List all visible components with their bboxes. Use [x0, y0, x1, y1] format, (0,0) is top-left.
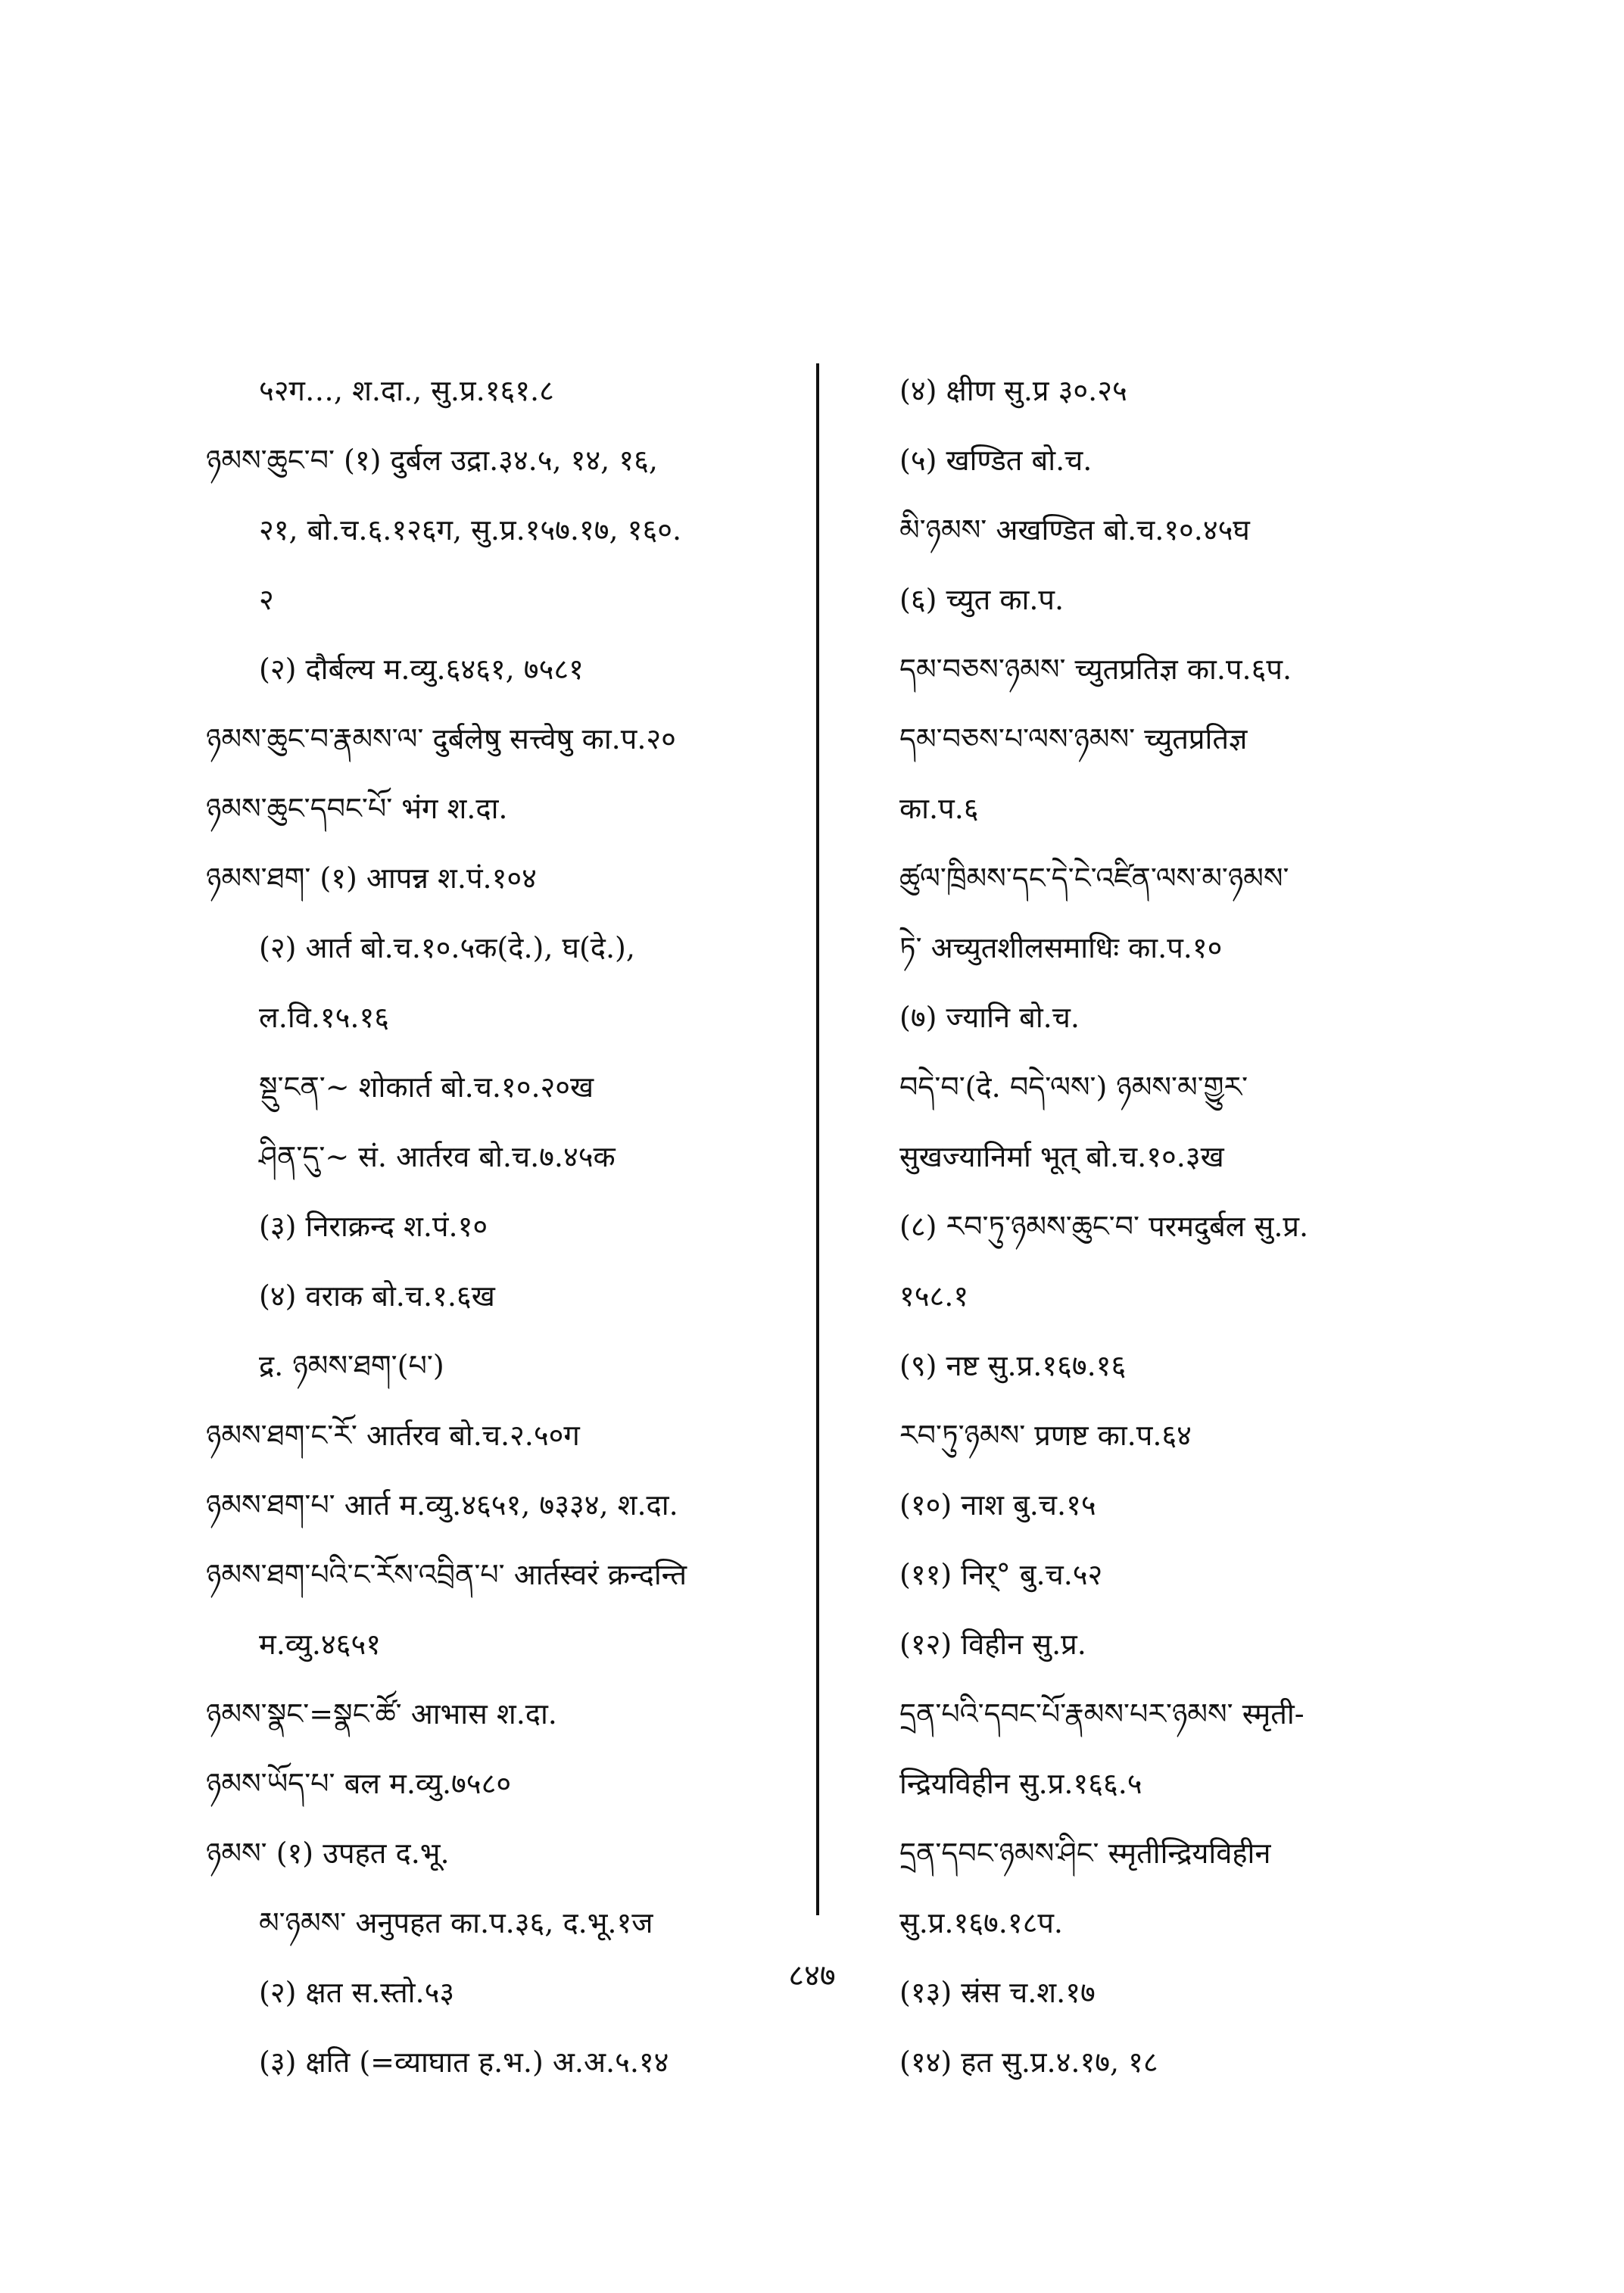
dictionary-line: (७) ज्यानि बो.च.: [899, 1001, 1080, 1034]
dictionary-line: (३) निराक्रन्द श.पं.१०: [259, 1210, 488, 1243]
dictionary-line: (३) क्षति (=व्याघात ह.भ.) अ.अ.५.१४: [259, 2045, 669, 2079]
left-column: [206, 356, 812, 2097]
dictionary-line: ཉམས་ཆུང་བ་ (१) दुर्बल उद्रा.३४.५, १४, १६,: [206, 444, 658, 477]
dictionary-line: ཉམས་ཐག་པ་ आर्त म.व्यु.४६५१, ७३३४, श.दा.: [206, 1488, 678, 1522]
dictionary-line: म.व्यु.४६५१: [259, 1628, 381, 1661]
dictionary-line: सुखज्यानिर्मा भूत् बो.च.१०.३ख: [899, 1140, 1224, 1173]
dictionary-line: (१०) नाश बु.च.१५: [899, 1488, 1096, 1522]
dictionary-line: མི་ཉམས་ अखण्डित बो.च.१०.४५घ: [899, 513, 1250, 547]
dictionary-line: (११) निर्° बु.च.५२: [899, 1558, 1103, 1591]
dictionary-line: १५८.१: [899, 1279, 969, 1313]
dictionary-line: (४) वराक बो.च.१.६ख: [259, 1279, 495, 1313]
dictionary-line: ཏེ་ अच्युतशीलसमाधिः का.प.१०: [899, 931, 1223, 964]
dictionary-line: ཤིན་དུ་~ सं. आर्तरव बो.च.७.४५क: [259, 1140, 616, 1173]
dictionary-line: ཉམས་སྣང་=སྣང་ཚོ་ आभास श.दा.: [206, 1697, 557, 1731]
dictionary-line: (९) नष्ट सु.प्र.१६७.१६: [899, 1349, 1127, 1382]
dictionary-line: (१४) हत सु.प्र.४.१७, १८: [899, 2045, 1158, 2079]
dictionary-line: ཉམས་ (१) उपहत द.भू.: [206, 1837, 450, 1870]
dictionary-line: (२) क्षत स.स्तो.५३: [259, 1976, 455, 2009]
dictionary-line: (१३) स्रंस च.श.१७: [899, 1976, 1096, 2009]
dictionary-line: ཉམས་ཐག་ (१) आपन्न श.पं.१०४: [206, 861, 537, 895]
dictionary-line: (८) རབ་ཏུ་ཉམས་ཆུང་བ་ परमदुर्बल सु.प्र.: [899, 1210, 1309, 1243]
dictionary-line: བདེ་བ་(दे. བདེ་ལས་) ཉམས་མ་གྱུར་: [899, 1070, 1248, 1104]
dictionary-line: དྲན་དབང་ཉམས་ཤིང་ स्मृतीन्द्रियविहीन: [899, 1837, 1271, 1870]
dictionary-line: ཉམས་ཆུང་བ་རྣམས་ལ་ दुर्बलेषु सत्त्वेषु का.प.२०: [206, 722, 676, 756]
dictionary-line: ཉམས་ཡོད་པ་ बल म.व्यु.७५८०: [206, 1767, 512, 1800]
dictionary-line: द्र. ཉམས་ཐག་(པ་): [259, 1349, 444, 1382]
dictionary-line: ཉམས་ཐག་པའི་ང་རོས་འབྲིན་པ་ आर्तस्वरं क्रन्दन्ति: [206, 1558, 687, 1591]
dictionary-line: २१, बो.च.६.१२६ग, सु.प्र.१५७.१७, १६०.: [259, 513, 682, 547]
dictionary-line: དམ་བཅས་ཉམས་ च्युतप्रतिज्ञ का.प.६प.: [899, 653, 1292, 686]
dictionary-line: ल.वि.१५.१६: [259, 1001, 390, 1034]
dictionary-line: སྡུ་ངན་~ शोकार्त बो.च.१०.२०ख: [259, 1070, 594, 1104]
right-column: [899, 356, 1475, 2097]
dictionary-line: དྲན་པའི་དབང་པོ་རྣམས་པར་ཉམས་ स्मृती-: [899, 1697, 1304, 1731]
page-number: ८४७: [788, 1958, 836, 1993]
dictionary-line: (४) क्षीण सु.प्र ३०.२५: [899, 374, 1127, 407]
dictionary-line: ५२ग…, श.दा., सु.प्र.१६१.८: [259, 374, 554, 407]
dictionary-line: རབ་ཏུ་ཉམས་ प्रणष्ट का.प.६४: [899, 1419, 1192, 1452]
dictionary-line: (५) खण्डित बो.च.: [899, 444, 1093, 477]
dictionary-line: (२) दौर्बल्य म.व्यु.६४६१, ७५८१: [259, 653, 584, 686]
dictionary-line: (१२) विहीन सु.प्र.: [899, 1628, 1086, 1661]
dictionary-line: དམ་བཅས་པ་ལས་ཉམས་ च्युतप्रतिज्ञ: [899, 722, 1248, 756]
dictionary-line: མ་ཉམས་ अनुपहत का.प.३६, द.भू.१ज: [259, 1906, 653, 1939]
dictionary-line: २: [259, 583, 274, 616]
dictionary-line: न्द्रियविहीन सु.प्र.१६६.५: [899, 1767, 1142, 1800]
dictionary-line: (२) आर्त बो.च.१०.५क(दे.), घ(दे.),: [259, 931, 635, 964]
dictionary-line: ཉམས་ཐག་ང་རོ་ आर्तरव बो.च.२.५०ग: [206, 1419, 580, 1452]
dictionary-line: का.प.६: [899, 792, 979, 825]
column-divider: [816, 363, 819, 1915]
dictionary-line: ཚུལ་ཁྲིམས་དང་དེ་ངེ་འཛིན་ལས་མ་ཉམས་: [899, 861, 1289, 895]
dictionary-line: ཉམས་ཆུང་དབང་པོ་ भंग श.दा.: [206, 792, 508, 825]
dictionary-line: (६) च्युत का.प.: [899, 583, 1064, 616]
dictionary-line: सु.प्र.१६७.१८प.: [899, 1906, 1064, 1939]
